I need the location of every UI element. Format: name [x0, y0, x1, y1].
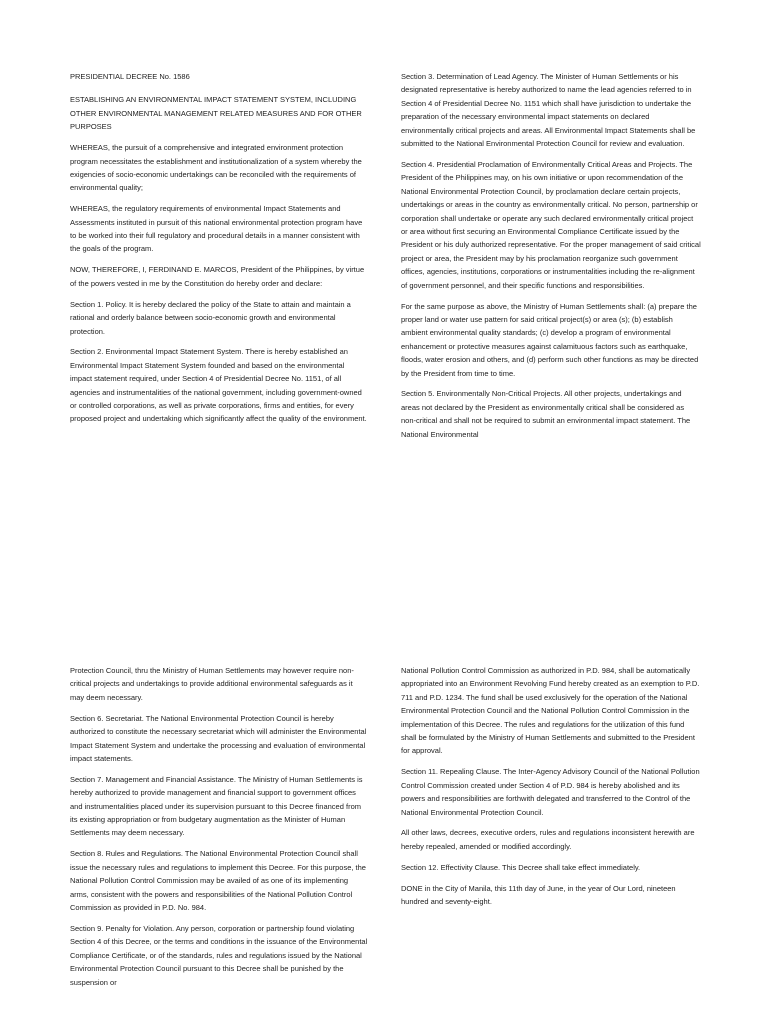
- section-4: Section 4. Presidential Proclamation of Environmentally Critical Areas and Projects. The President of the Philippines may, on his own initiative or upon recommendation of the National Environmental Protection Council, by proclamation declare certain projects, undertakings or areas in the country as environmentally critical. No person, partnership or corporation shall undertake or operate any such declared environmentally critical project or area without first securing an Environmental Compliance Certificate issued by the President or his duly authorized representative. For the proper management of said critical project or area, the President may by his proclamation reorganize such government offices, agencies, institutions, corporations or instrumentalities including the re-alignment of government personnel, and their specific functions and responsibilities.: [401, 159, 701, 290]
- paragraph: WHEREAS, the pursuit of a comprehensive and integrated environment protection program necessitates the establishment and institutionalization of a system whereby the exigencies of socio-economic undertakings can be reconciled with the requirements of environmental quality;: [70, 143, 362, 193]
- decree-title: PRESIDENTIAL DECREE No. 1586: [70, 72, 190, 81]
- section-9: Section 9. Penalty for Violation. Any person, corporation or partnership found violating Section 4 of this Decree, or the terms and conditions in the issuance of the Environmental Compliance Certificate, or of the standards, rules and regulations issued by the National Environmental Protection Council pursuant to this Decree shall be punished by the suspension or: [70, 923, 368, 987]
- section-11: Section 11. Repealing Clause. The Inter-Agency Advisory Council of the National Pollution Control Commission created under Section 4 of P.D. 984 is hereby abolished and its powers and responsibilities are forthwith delegated and transferred to the Control of the National Environmental Protection Council.: [401, 767, 700, 817]
- section-1: Section 1. Policy. It is hereby declared the policy of the State to attain and maintain a rational and orderly balance between socio-economic growth and environmental protection.: [70, 299, 351, 336]
- text-column-right: [401, 664, 701, 916]
- text-column-left: [70, 664, 368, 996]
- paragraph: WHEREAS, the regulatory requirements of environmental Impact Statements and Assessments instituted in pursuit of this national environmental protection program have to be worked into their full regulatory and procedural details in a manner consistent with the goals of the program.: [70, 204, 363, 254]
- paragraph: For the same purpose as above, the Ministry of Human Settlements shall: (a) prepare the proper land or water use pattern for said critical project(s) or area (s); (b) establish ambient environmental quality standards; (c) develop a program of environmental enhancement or protective measures against calamituous factors such as earthquake, floods, water erosion and others, and (d) perform such other functions as may be directed by the President from time to time.: [401, 301, 699, 378]
- text-column-right: [401, 70, 701, 449]
- section-6: Section 6. Secretariat. The National Environmental Protection Council is hereby authorized to constitute the necessary secretariat which will administer the Environmental Impact Statement System and undertake the processing and evaluation of environmental impact statements.: [70, 713, 367, 763]
- decree-heading: ESTABLISHING AN ENVIRONMENTAL IMPACT STATEMENT SYSTEM, INCLUDING OTHER ENVIRONMENTAL MANAGEMENT RELATED MEASURES AND FOR OTHER PURPOSES: [70, 95, 362, 132]
- text-column-left: [70, 70, 368, 433]
- section-8: Section 8. Rules and Regulations. The National Environmental Protection Council shall issue the necessary rules and regulations to implement this Decree. For this purpose, the National Pollution Control Commission may be availed of as one of its implementing arms, consistent with the powers and responsibilities of the National Pollution Control Commission as provided in P.D. No. 984.: [70, 849, 366, 912]
- section-7: Section 7. Management and Financial Assistance. The Ministry of Human Settlements is hereby authorized to provide management and financial support to government offices and instrumentalities placed under its supervision pursuant to this Decree financed from its existing appropriation or from budgetary augmentation as the Minister of Human Settlements may deem necessary.: [70, 774, 363, 838]
- paragraph: NOW, THEREFORE, I, FERDINAND E. MARCOS, President of the Philippines, by virtue of the powers vested in me by the Constitution do hereby order and declare:: [70, 265, 365, 288]
- document-page-bottom: [0, 660, 768, 1024]
- section-5: Section 5. Environmentally Non-Critical Projects. All other projects, undertakings and areas not declared by the President as environmentally critical shall be considered as non-critical and shall not be required to submit an environmental impact statement. The National Environmental: [401, 389, 691, 439]
- paragraph: National Pollution Control Commission as authorized in P.D. 984, shall be automatically appropriated into an Environment Revolving Fund hereby created as an exemption to P.D. 711 and P.D. 1234. The fund shall be used exclusively for the operation of the National Environmental Protection Council and the National Pollution Control Commission in the implementation of this Decree. The rules and regulations for the utilization of this fund shall be formulated by the Ministry of Human Settlements and submitted to the President for approval.: [401, 666, 700, 756]
- paragraph: Protection Council, thru the Ministry of Human Settlements may however require non-critical projects and undertakings to provide additional environmental safeguards as it may deem necessary.: [70, 666, 354, 702]
- paragraph: All other laws, decrees, executive orders, rules and regulations inconsistent herewith are hereby repealed, amended or modified accordingly.: [401, 828, 695, 851]
- section-12: Section 12. Effectivity Clause. This Decree shall take effect immediately.: [401, 862, 641, 872]
- section-2: Section 2. Environmental Impact Statement System. There is hereby established an Environmental Impact Statement System founded and based on the environmental impact statement required, under Section 4 of Presidential Decree No. 1151, of all agencies and instrumentalities of the national government, including government-owned or controlled corporations, as well as private corporations, firms and entities, for every proposed project and undertaking which significantly affect the quality of the environment.: [70, 347, 367, 424]
- section-3: Section 3. Determination of Lead Agency. The Minister of Human Settlements or his designated representative is hereby authorized to name the lead agencies referred to in Section 4 of Presidential Decree No. 1151 which shall have jurisdiction to undertake the preparation of the necessary environmental impact statements on declared environmentally critical projects and areas. All Environmental Impact Statements shall be submitted to the National Environmental Protection Council for review and evaluation.: [401, 72, 696, 149]
- signature-line: DONE in the City of Manila, this 11th day of June, in the year of Our Lord, nineteen hundred and seventy-eight.: [401, 883, 676, 907]
